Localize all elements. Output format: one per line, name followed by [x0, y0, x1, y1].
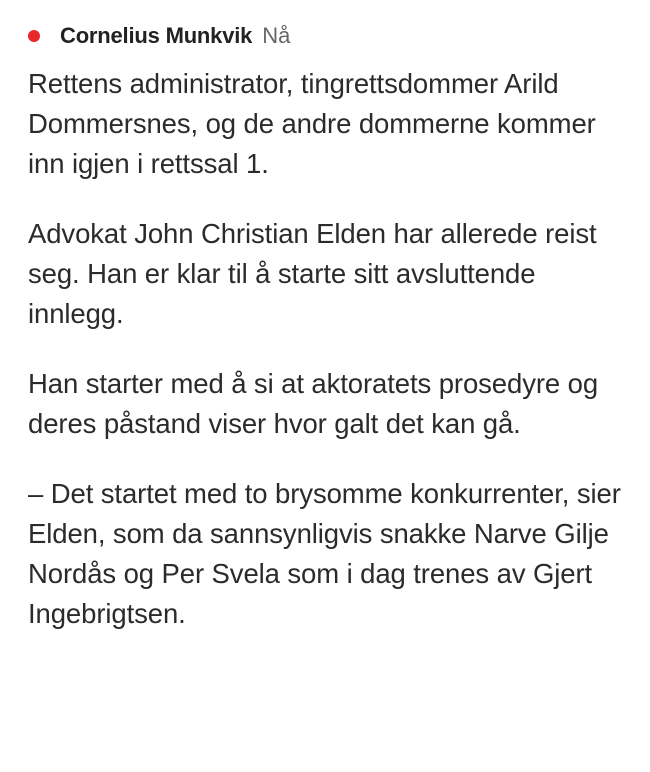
author-name[interactable]: Cornelius Munkvik	[60, 23, 253, 48]
entry-byline	[28, 22, 626, 50]
paragraph: Rettens administrator, tingrettsdommer Arild Dommersnes, og de andre dommerne kommer inn igjen i rettssal 1.	[28, 68, 596, 179]
live-indicator-icon	[28, 30, 40, 42]
paragraph: Advokat John Christian Elden har allerede reist seg. Han er klar til å starte sitt avsluttende innlegg.	[28, 218, 597, 329]
paragraph: Han starter med å si at aktoratets prosedyre og deres påstand viser hvor galt det kan gå.	[28, 368, 599, 439]
paragraph: – Det startet med to brysomme konkurrenter, sier Elden, som da sannsynligvis snakke Narve Gilje Nordås og Per Svela som i dag trenes av Gjert Ingebrigtsen.	[28, 478, 621, 629]
live-entry	[0, 22, 650, 634]
entry-body	[28, 64, 626, 634]
timestamp: Nå	[262, 23, 291, 48]
